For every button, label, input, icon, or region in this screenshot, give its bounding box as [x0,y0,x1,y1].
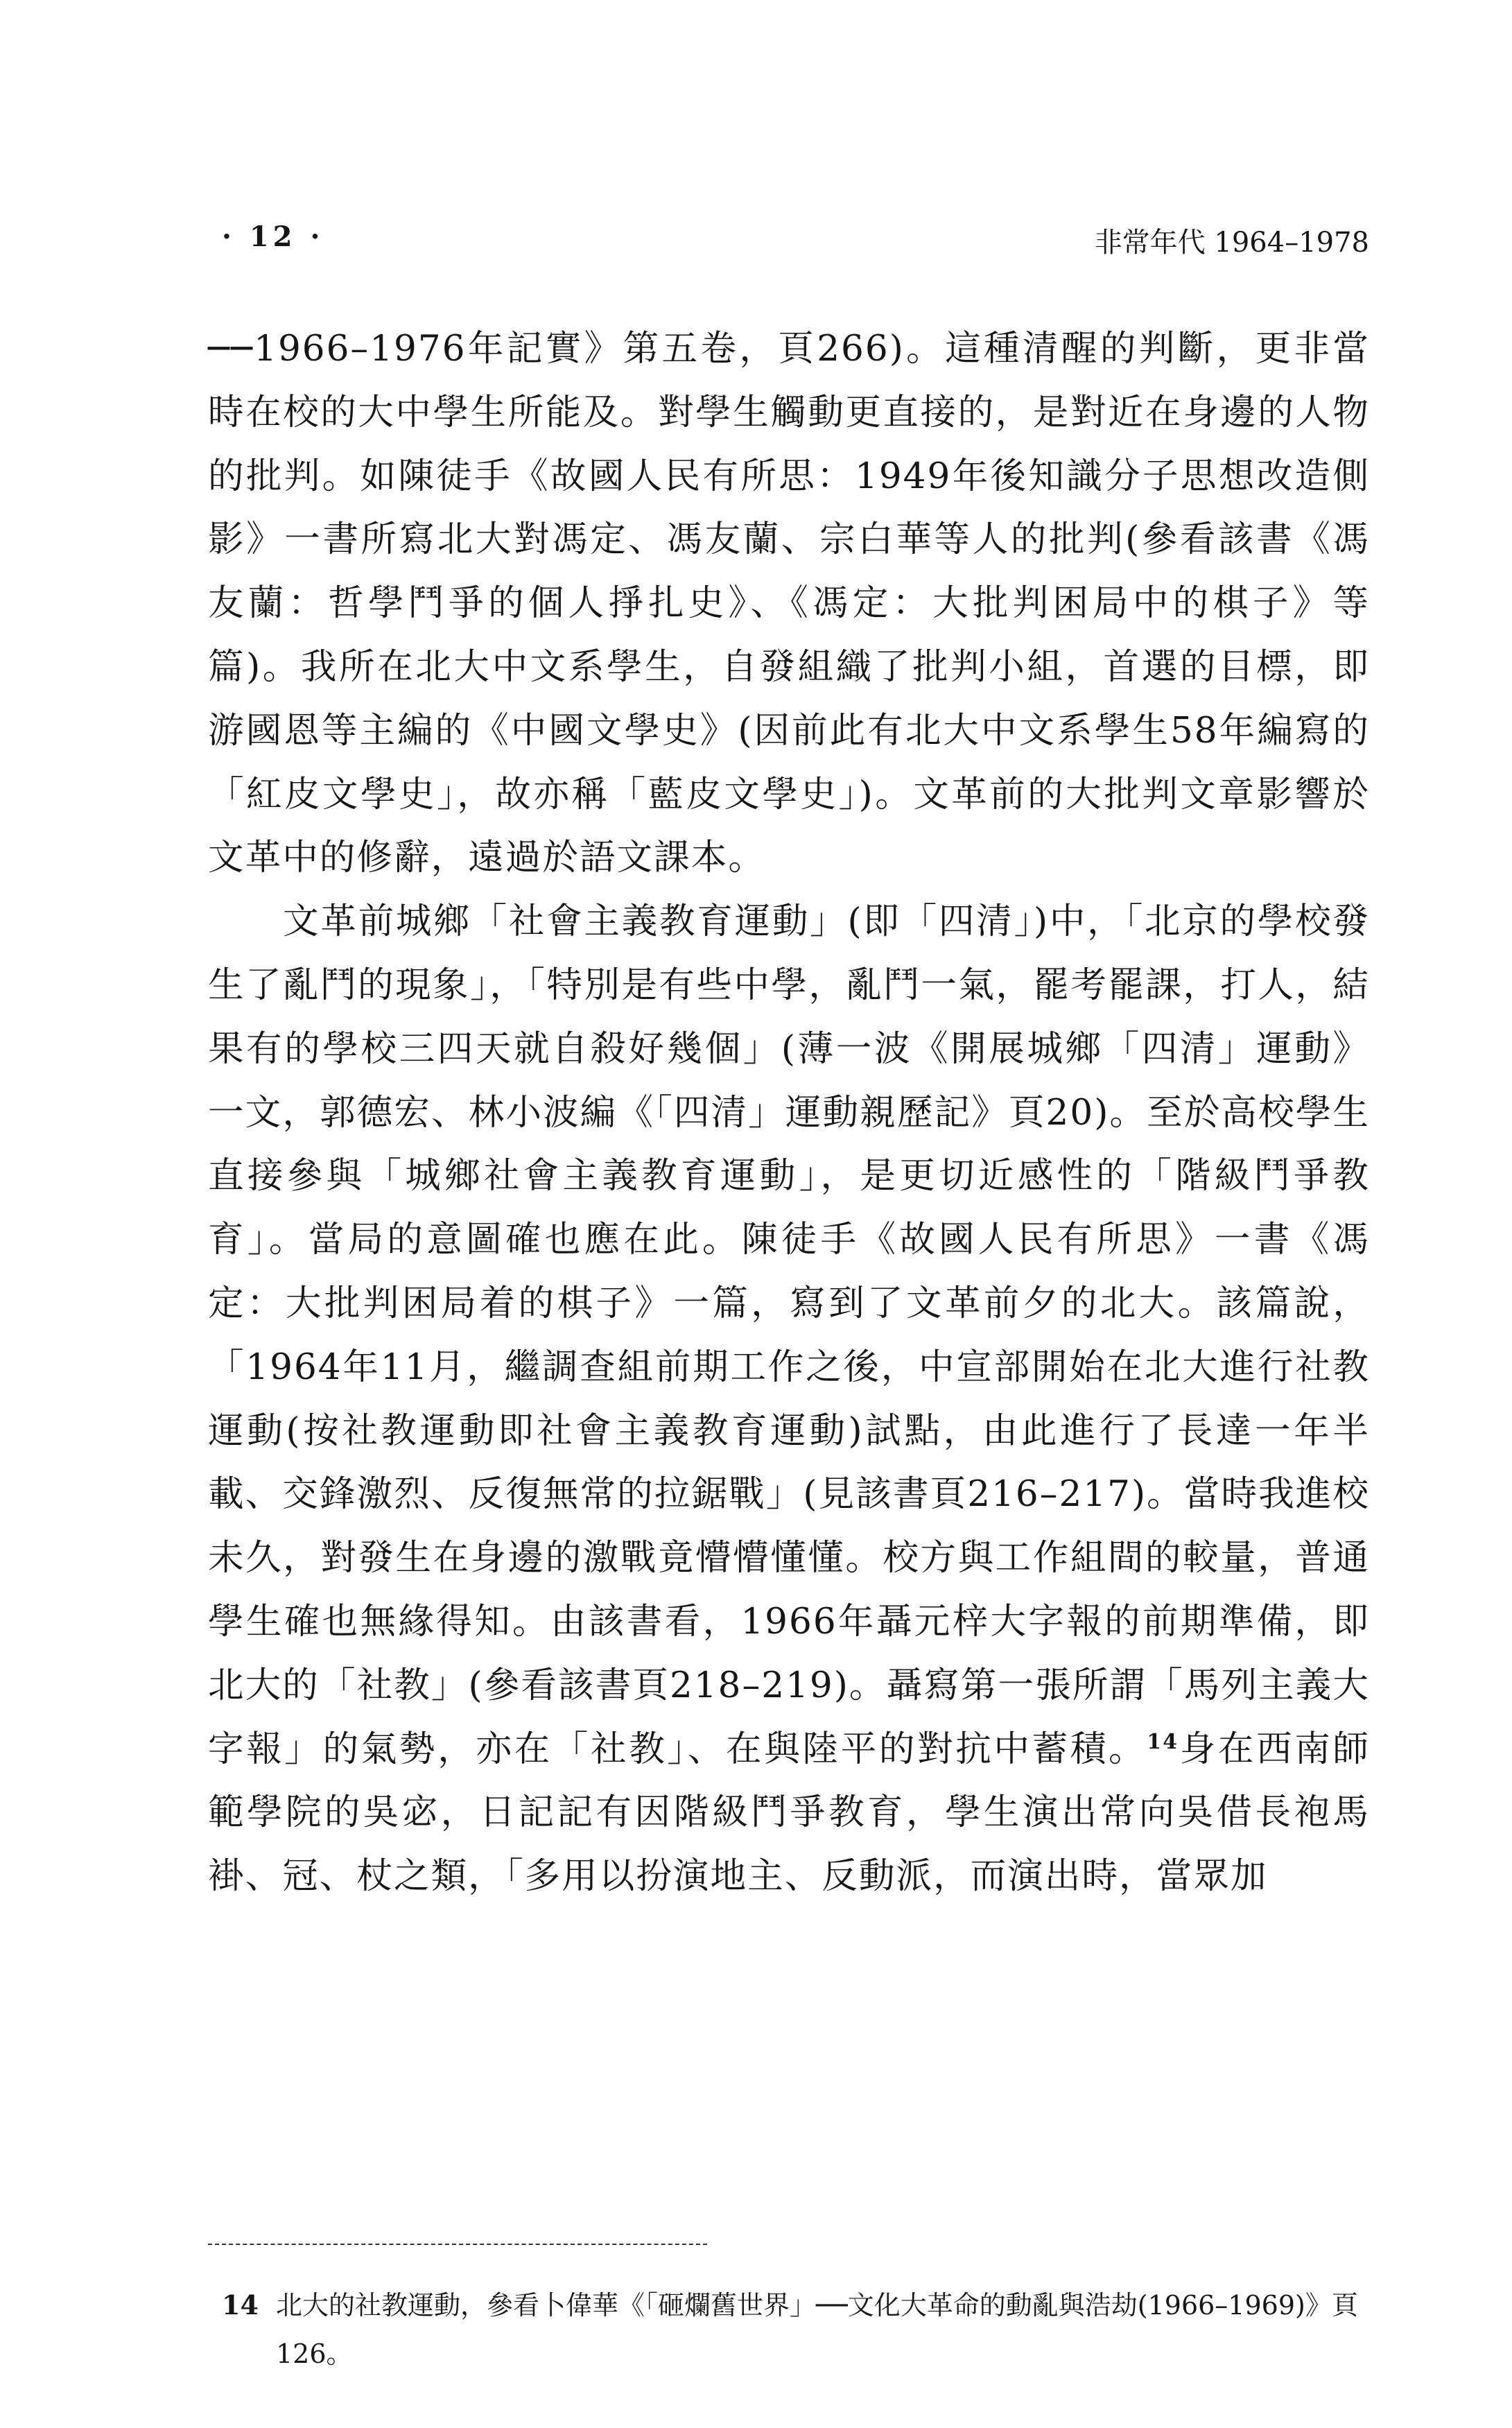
running-header [208,220,1369,262]
paragraph-text: 文革前城鄉「社會主義教育運動」(即「四清」)中，「北京的學校發生了亂鬥的現象」，「特別是有些中學，亂鬥一氣，罷考罷課，打人，結果有的學校三四天就自殺好幾個」(薄一波《開展城鄉「四清」運動》一文，郭德宏、林小波編《「四清」運動親歷記》頁20)。至於高校學生直接參與「城鄉社會主義教育運動」，是更切近感性的「階級鬥爭教育」。當局的意圖確也應在此。陳徒手《故國人民有所思》一書《馮定：大批判困局着的棋子》一篇，寫到了文革前夕的北大。該篇說，「1964年11月，繼調查組前期工作之後，中宣部開始在北大進行社教運動(按社教運動即社會主義教育運動)試點，由此進行了長達一年半載、交鋒激烈、反復無常的拉鋸戰」(見該書頁216–217)。當時我進校未久，對發生在身邊的激戰竟懵懵懂懂。校方與工作組間的較量，普通學生確也無緣得知。由該書看，1966年聶元梓大字報的前期準備，即北大的「社教」(參看該書頁218–219)。聶寫第一張所謂「馬列主義大字報」的氣勢，亦在「社教」、在與陸平的對抗中蓄積。 [208,901,1370,1770]
footnote-text: 北大的社教運動，參看卜偉華《「砸爛舊世界」──文化大革命的動亂與浩劫(1966–1969)》頁126。 [276,2290,1358,2369]
footnote-number: 14 [222,2289,259,2321]
paragraph [208,890,1370,1909]
footnote-reference: 14 [1147,1729,1179,1754]
paragraph-text-continued: 身在西南師範學院的吳宓，日記記有因階級鬥爭教育，學生演出常向吳借長袍馬褂、冠、杖之類，「多用以扮演地主、反動派，而演出時，當眾加 [208,1728,1370,1898]
page-number: · 12 · [222,220,324,253]
book-title: 非常年代 1964–1978 [1094,227,1369,259]
footnote-divider [208,2244,707,2245]
footnote [208,2281,1370,2378]
paragraph-continued: ──1966–1976年記實》第五卷，頁266)。這種清醒的判斷，更非當時在校的大中學生所能及。對學生觸動更直接的，是對近在身邊的人物的批判。如陳徒手《故國人民有所思：1949年後知識分子思想改造側影》一書所寫北大對馮定、馮友蘭、宗白華等人的批判(參看該書《馮友蘭：哲學鬥爭的個人掙扎史》、《馮定：大批判困局中的棋子》等篇)。我所在北大中文系學生，自發組織了批判小組，首選的目標，即游國恩等主編的《中國文學史》(因前此有北大中文系學生58年編寫的「紅皮文學史」，故亦稱「藍皮文學史」)。文革前的大批判文章影響於文革中的修辭，遠過於語文課本。 [208,328,1370,879]
main-text [208,318,1370,1909]
